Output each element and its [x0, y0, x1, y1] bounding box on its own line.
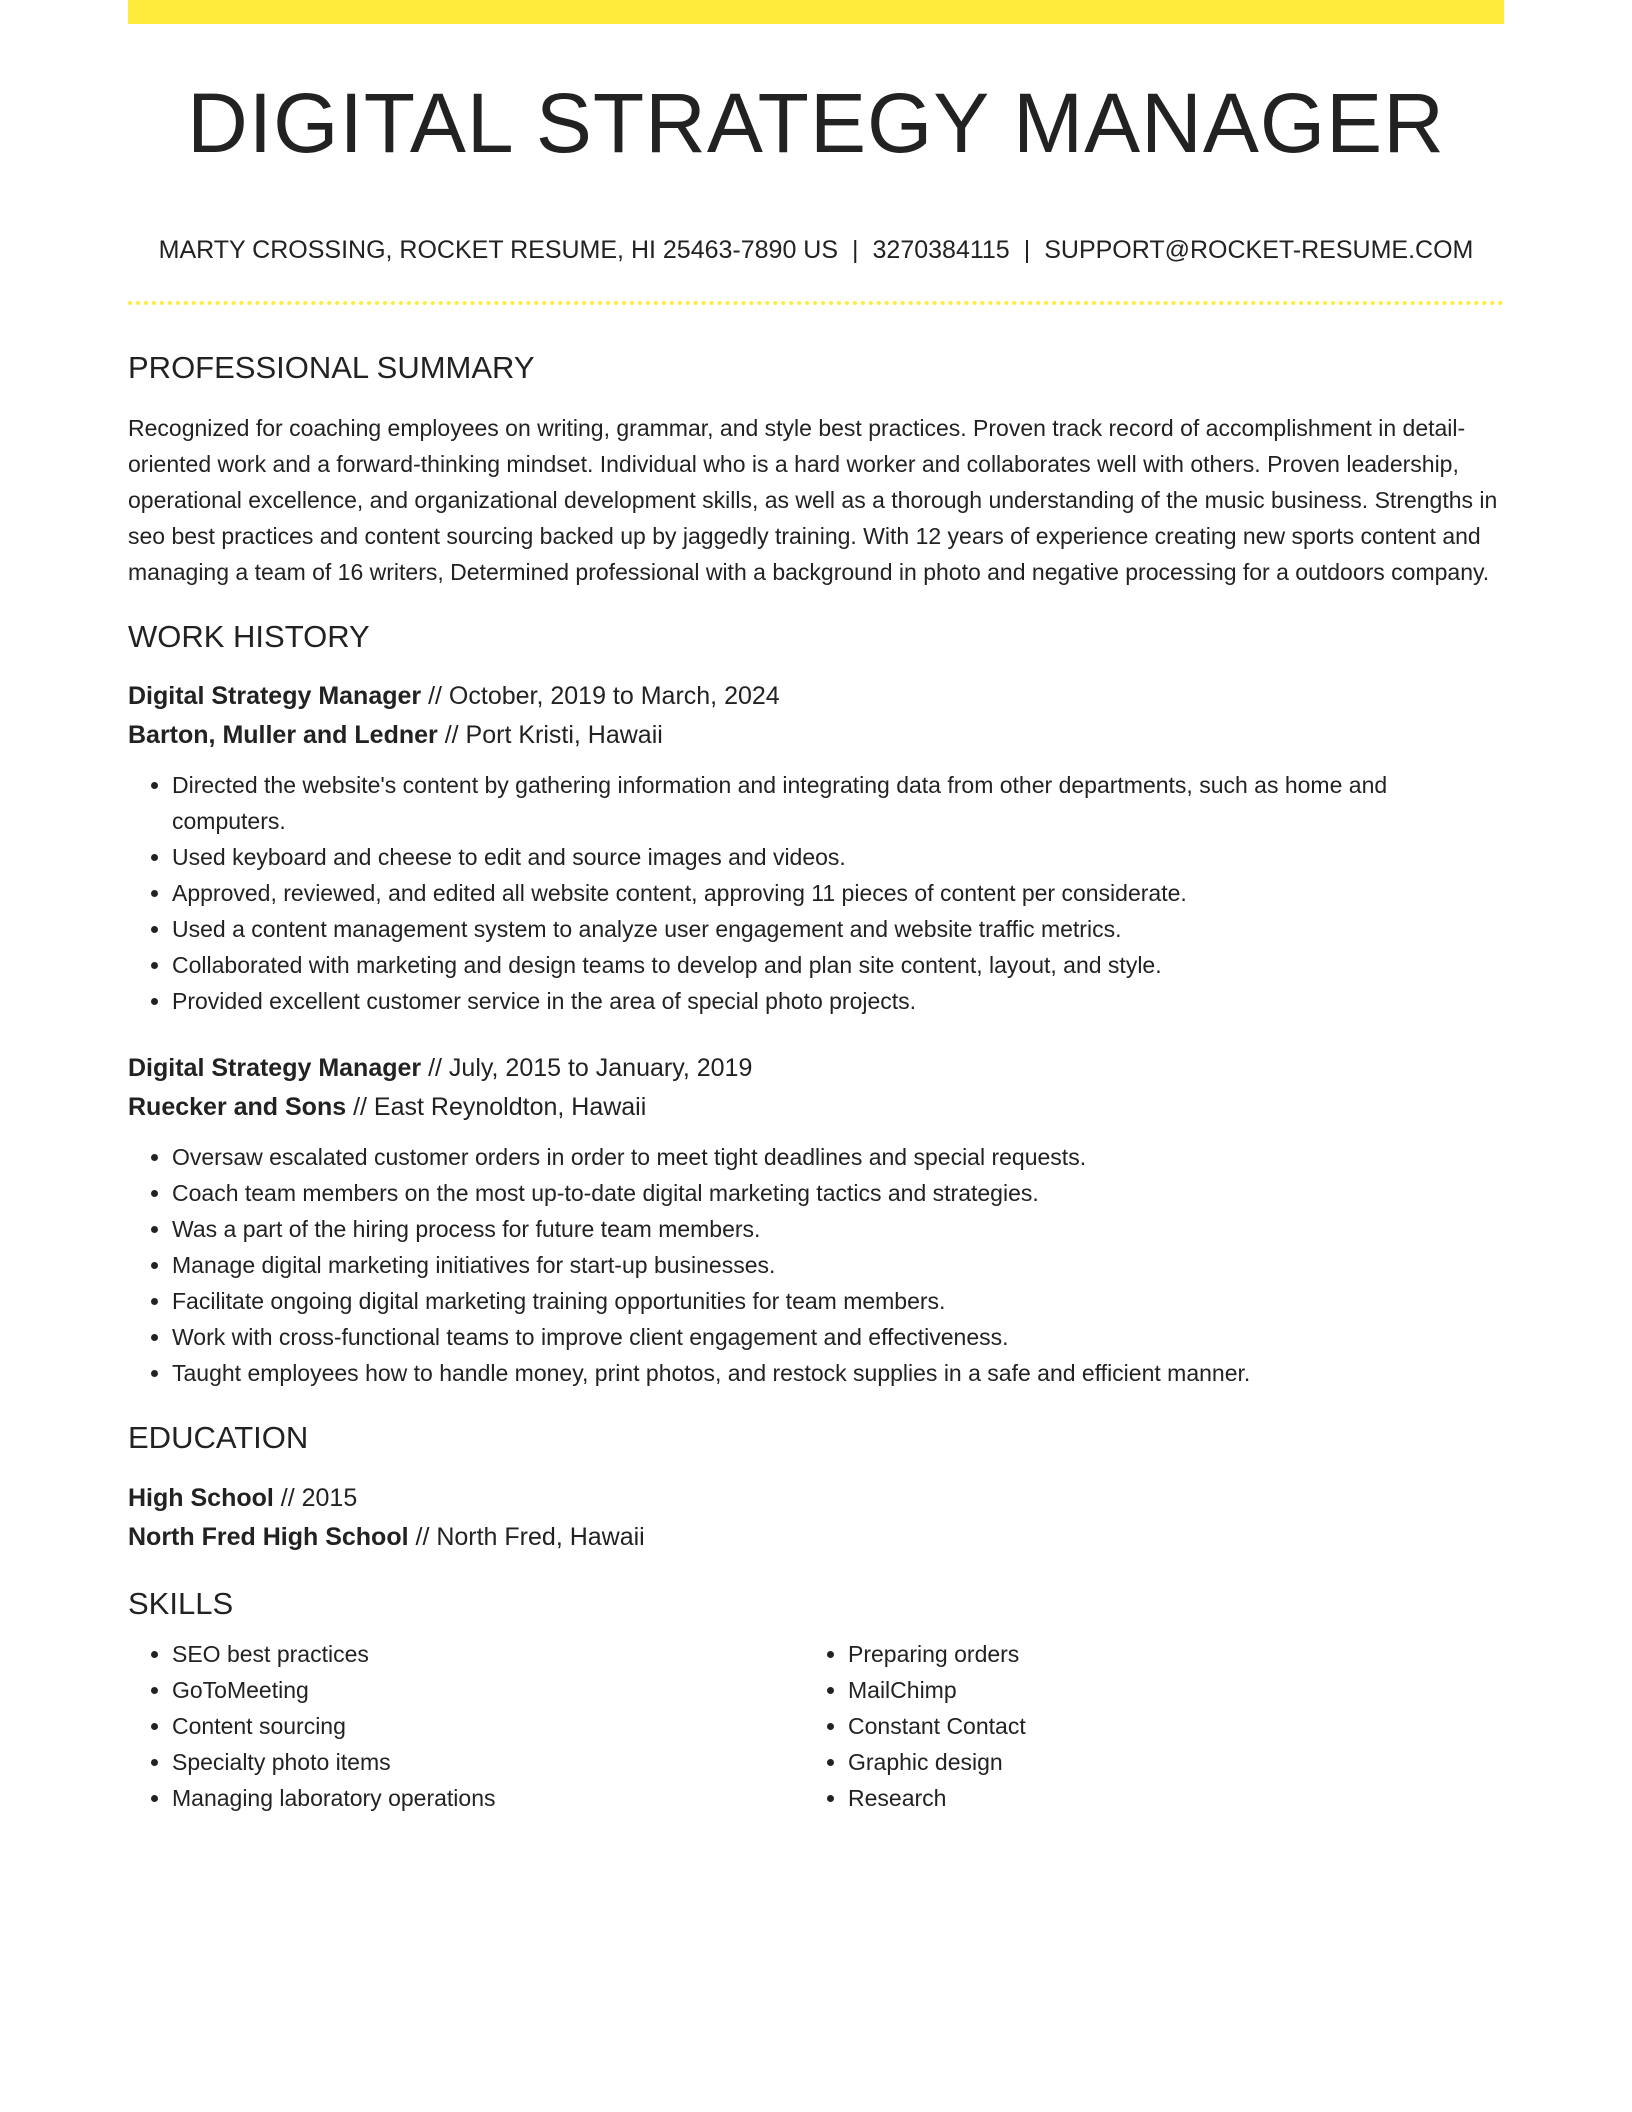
job-bullet: • Used keyboard and cheese to edit and source images and videos.: [172, 839, 1504, 875]
job-bullet: • Oversaw escalated customer orders in order to meet tight deadlines and special requests.: [172, 1139, 1504, 1175]
skill-item: • Research: [848, 1780, 1480, 1816]
skills-list-left: [128, 1636, 804, 1816]
job-title-line: [128, 1049, 1504, 1088]
job-company-line: [128, 716, 1504, 755]
job-title: Digital Strategy Manager: [128, 1054, 422, 1083]
job-company-line: [128, 1088, 1504, 1127]
job-bullet: • Manage digital marketing initiatives for start-up businesses.: [172, 1247, 1504, 1283]
job-bullet: • Approved, reviewed, and edited all website content, approving 11 pieces of content per considerate.: [172, 875, 1504, 911]
job-dates: // October, 2019 to March, 2024: [421, 682, 780, 711]
education-year: // 2015: [273, 1483, 358, 1512]
job-location: // Port Kristi, Hawaii: [437, 721, 663, 750]
summary-text: Recognized for coaching employees on writing, grammar, and style best practices. Proven track record of accomplishment in detail-oriented work and a forward-thinking mindset. Individual who is a hard worker and collaborates well with others. Proven leadership, operational excellence, and organizational development skills, as well as a thorough understanding of the music business. Strengths in seo best practices and content sourcing backed up by jaggedly training. With 12 years of experience creating new sports content and managing a team of 16 writers, Determined professional with a background in photo and negative processing for a outdoors company.: [128, 415, 1498, 586]
job-company: Barton, Muller and Ledner: [128, 721, 438, 750]
skills-list-right: [804, 1636, 1480, 1816]
skill-item: • GoToMeeting: [172, 1672, 804, 1708]
skills-columns: [128, 1636, 1504, 1816]
job-bullet: • Provided excellent customer service in the area of special photo projects.: [172, 983, 1504, 1019]
contact-separator: |: [852, 236, 859, 264]
job-location: // East Reynoldton, Hawaii: [346, 1093, 647, 1122]
job-bullet: • Directed the website's content by gathering information and integrating data from other departments, such as home and computers.: [172, 767, 1504, 839]
job-bullet: • Collaborated with marketing and design teams to develop and plan site content, layout, and style.: [172, 947, 1504, 983]
work-history-heading: WORK HISTORY: [128, 619, 370, 655]
contact-address: MARTY CROSSING, ROCKET RESUME, HI 25463-7890 US: [158, 236, 839, 264]
contact-separator: |: [1023, 236, 1031, 264]
education-degree: High School: [128, 1483, 274, 1512]
page-title: DIGITAL STRATEGY MANAGER: [187, 76, 1445, 170]
education-heading: EDUCATION: [128, 1420, 309, 1456]
job-bullet: • Coach team members on the most up-to-date digital marketing tactics and strategies.: [172, 1175, 1504, 1211]
skills-heading: SKILLS: [128, 1585, 234, 1621]
education-location: // North Fred, Hawaii: [408, 1522, 645, 1551]
job-title-line: [128, 677, 1504, 716]
education-school: North Fred High School: [128, 1522, 409, 1551]
contact-phone: 3270384115: [872, 236, 1010, 264]
job-entry: [128, 1049, 1504, 1391]
job-dates: // July, 2015 to January, 2019: [421, 1054, 753, 1083]
education-school-line: [128, 1518, 1504, 1557]
skill-item: • Preparing orders: [848, 1636, 1480, 1672]
job-title: Digital Strategy Manager: [128, 682, 422, 711]
job-bullet: • Facilitate ongoing digital marketing training opportunities for team members.: [172, 1283, 1504, 1319]
contact-email: SUPPORT@ROCKET-RESUME.COM: [1044, 236, 1474, 264]
job-bullet: • Work with cross-functional teams to improve client engagement and effectiveness.: [172, 1319, 1504, 1355]
contact-line: [128, 235, 1504, 265]
skill-item: • Content sourcing: [172, 1708, 804, 1744]
skill-item: • SEO best practices: [172, 1636, 804, 1672]
job-company: Ruecker and Sons: [128, 1093, 347, 1122]
education-degree-line: [128, 1479, 1504, 1518]
skill-item: • Graphic design: [848, 1744, 1480, 1780]
skill-item: • Managing laboratory operations: [172, 1780, 804, 1816]
skill-item: • Specialty photo items: [172, 1744, 804, 1780]
job-bullet: • Used a content management system to analyze user engagement and website traffic metrics.: [172, 911, 1504, 947]
education-entry: [128, 1479, 1504, 1557]
summary-heading: PROFESSIONAL SUMMARY: [128, 350, 535, 385]
job-bullet: • Was a part of the hiring process for future team members.: [172, 1211, 1504, 1247]
header-divider: [128, 301, 1504, 305]
job-bullets: [128, 767, 1504, 1019]
job-bullets: [128, 1139, 1504, 1391]
top-accent-bar: [128, 0, 1504, 24]
job-entry: [128, 677, 1504, 1019]
skill-item: • MailChimp: [848, 1672, 1480, 1708]
job-bullet: • Taught employees how to handle money, print photos, and restock supplies in a safe and efficient manner.: [172, 1355, 1504, 1391]
skill-item: • Constant Contact: [848, 1708, 1480, 1744]
resume-page: [128, 0, 1504, 1816]
